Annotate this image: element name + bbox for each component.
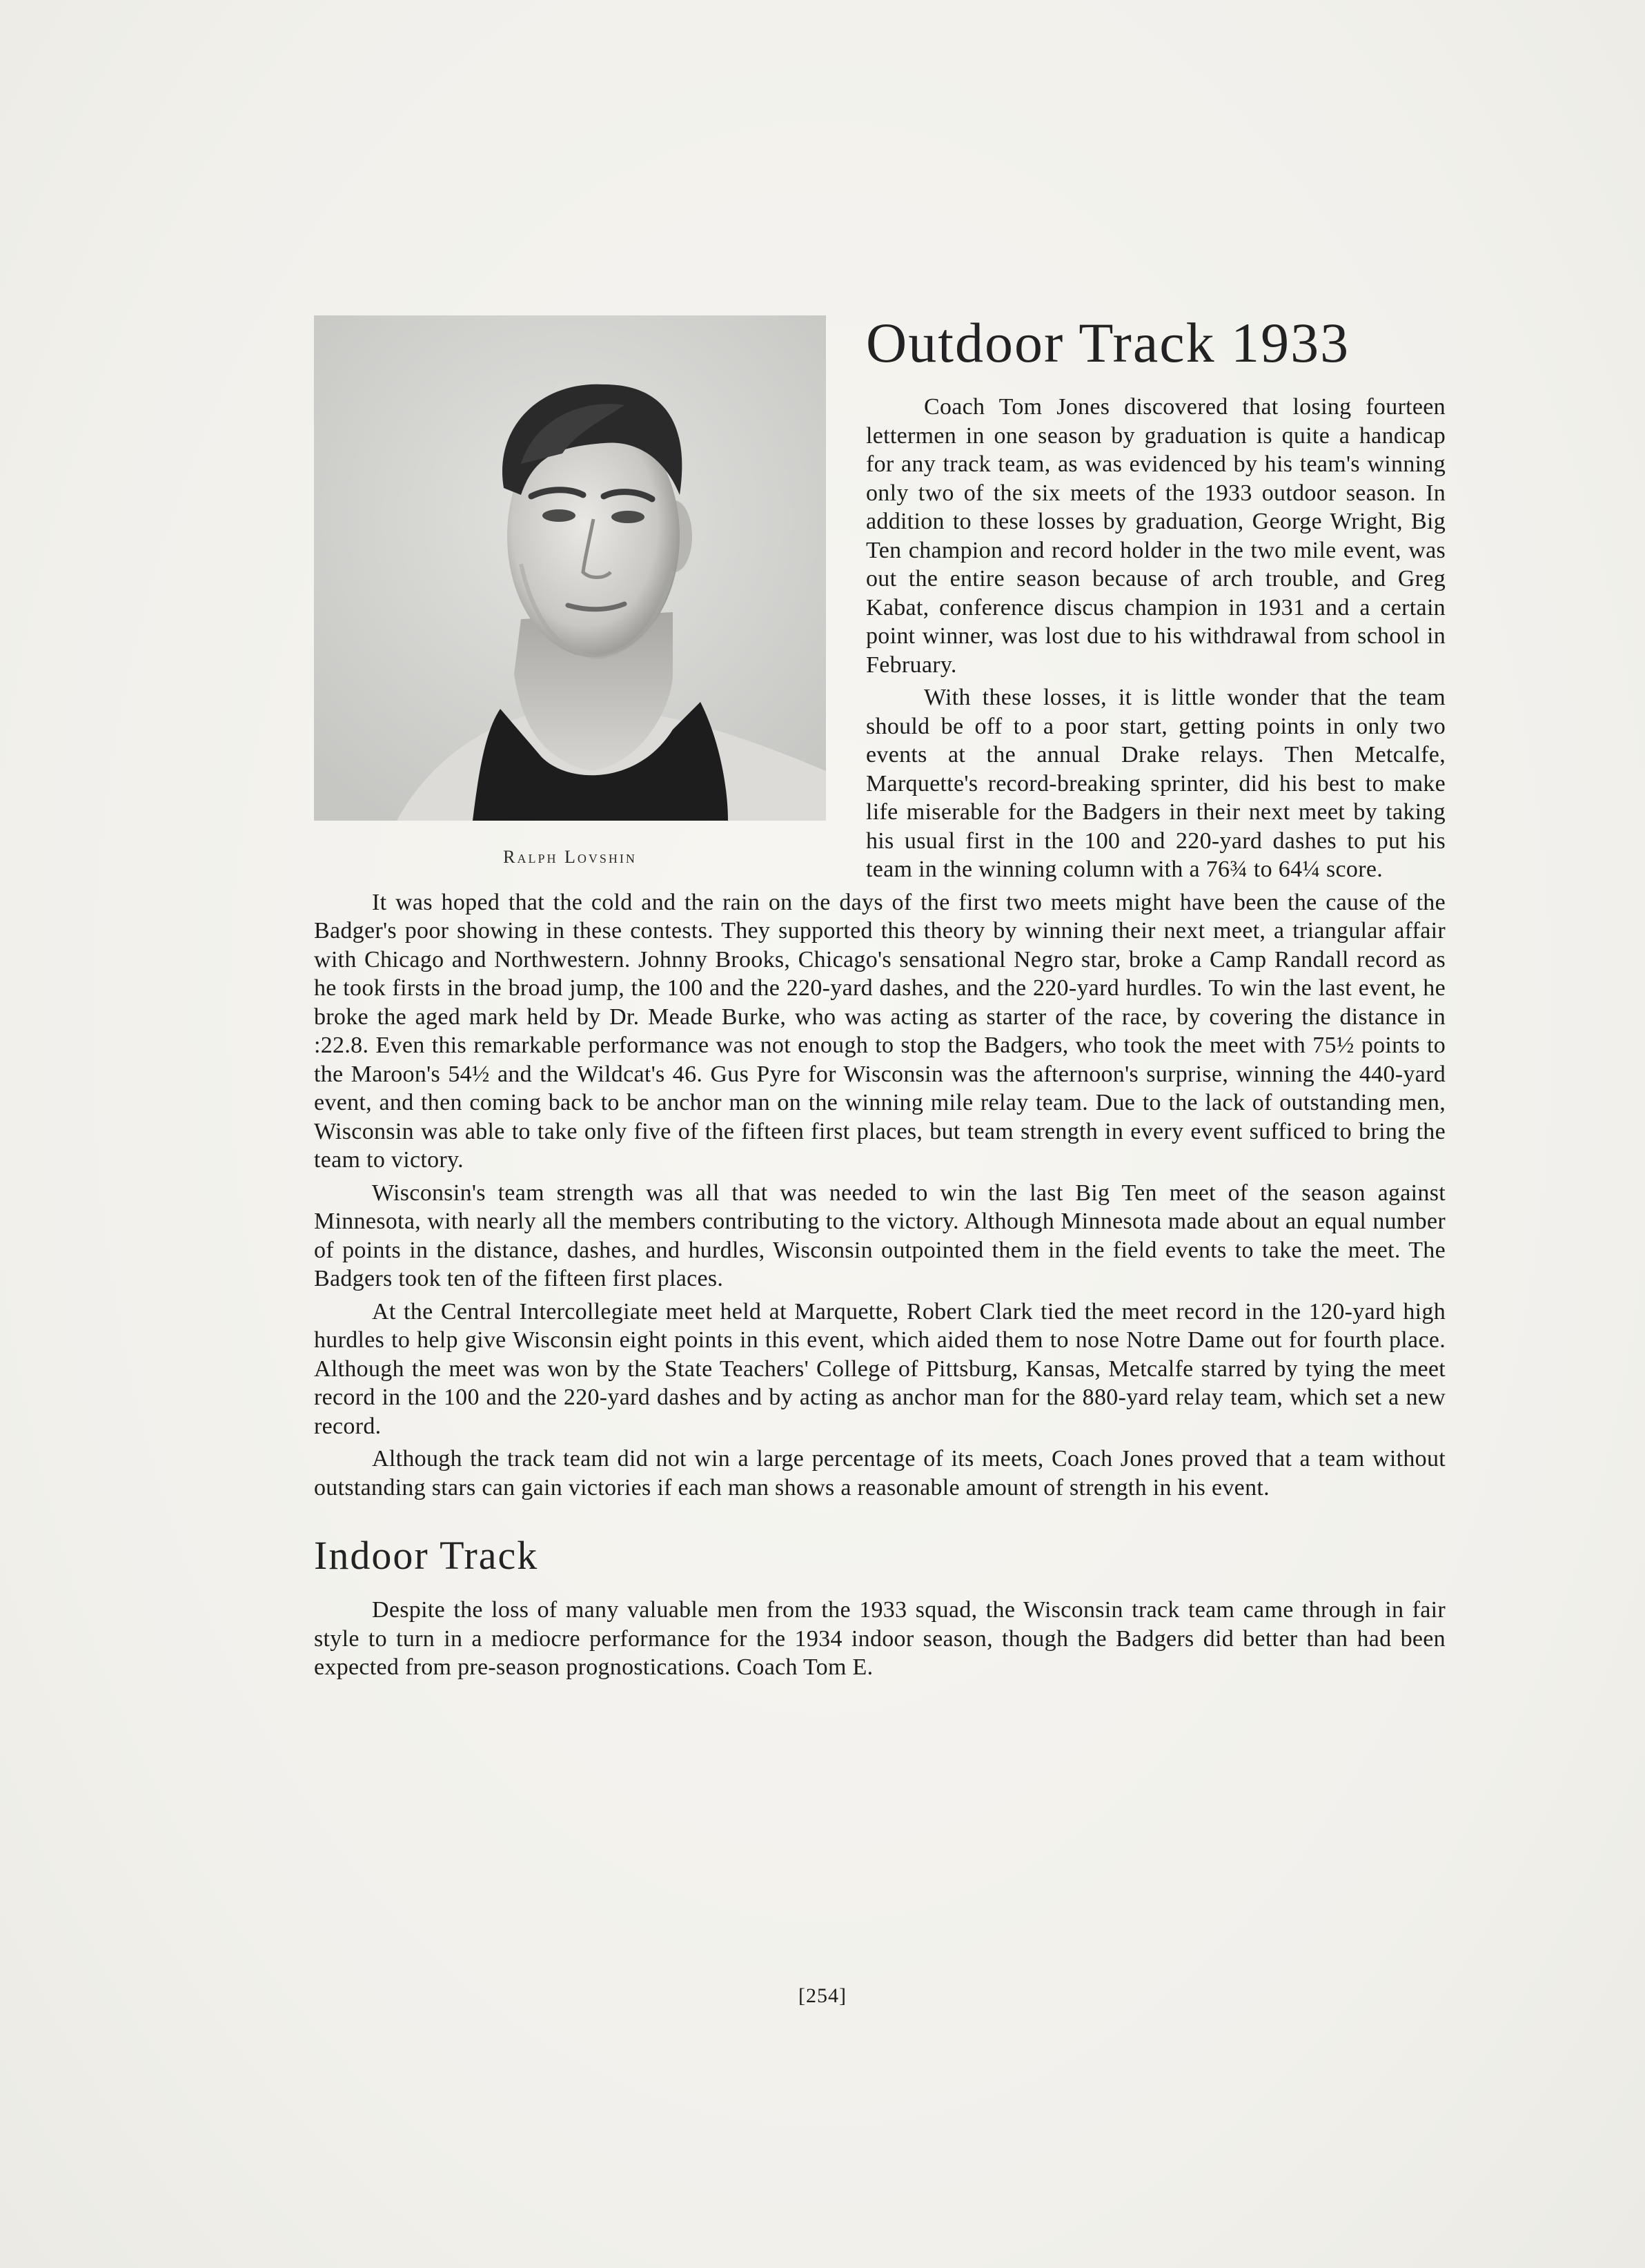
outdoor-paragraph-5: At the Central Intercollegiate meet held at Marquette, Robert Clark tied the meet record in the 120-yard high hurdles to help give Wisconsin eight points in this event, which aided them to nose Notre Dame out for fourth place. Although the meet was won by the State Teachers' College of Pittsburg, Kansas, Metcalfe starred by tying the meet record in the 100 and the 220-yard dashes and by acting as anchor man for the 880-yard relay team, which set a new record. — [314, 1298, 1446, 1439]
outdoor-paragraph-4: Wisconsin's team strength was all that was needed to win the last Big Ten meet of the season against Minnesota, with nearly all the members contributing to the victory. Although Minnesota made about an equal number of points in the distance, dashes, and hurdles, Wisconsin outpointed them in the field events to take the meet. The Badgers took ten of the fifteen first places. — [314, 1180, 1446, 1291]
article — [314, 311, 1446, 1686]
outdoor-track-title: Outdoor Track 1933 — [866, 311, 1350, 374]
outdoor-paragraph-6: Although the track team did not win a large percentage of its meets, Coach Jones proved that a team without outstanding stars can gain victories if each man shows a reasonable amount of strength in his event. — [314, 1446, 1446, 1500]
outdoor-paragraph-3: It was hoped that the cold and the rain on the days of the first two meets might have been the cause of the Badger's poor showing in these contests. They supported this theory by winning their next meet, a triangular affair with Chicago and Northwestern. Johnny Brooks, Chicago's sensational Negro star, broke a Camp Randall record as he took firsts in the broad jump, the 100 and the 220-yard dashes, and the 220-yard hurdles. To win the last event, he broke the aged mark held by Dr. Meade Burke, who was acting as starter of the race, by covering the distance in :22.8. Even this remarkable performance was not enough to stop the Badgers, who took the meet with 75½ points to the Maroon's 54½ and the Wildcat's 46. Gus Pyre for Wisconsin was the afternoon's surprise, winning the 440-yard event, and then coming back to be anchor man on the winning mile relay team. Due to the lack of outstanding men, Wisconsin was able to take only five of the fifteen first places, but team strength in every event sufficed to bring the team to victory. — [314, 889, 1446, 1173]
portrait-photo — [314, 315, 826, 821]
photo-caption: Ralph Lovshin — [503, 847, 637, 867]
page-number: [254] — [798, 1984, 847, 2007]
outdoor-paragraph-1: Coach Tom Jones discovered that losing fourteen lettermen in one season by graduation is quite a handicap for any track team, as was evidenced by his team's winning only two of the six meets of the 1933 outdoor season. In addition to these losses by graduation, George Wright, Big Ten champion and record holder in the two mile event, was out the entire season because of arch trouble, and Greg Kabat, conference discus champion in 1931 and a certain point winner, was lost due to his withdrawal from school in February. — [866, 394, 1446, 678]
portrait-image — [314, 315, 826, 821]
indoor-track-title: Indoor Track — [314, 1533, 539, 1578]
outdoor-paragraph-2: With these losses, it is little wonder that the team should be off to a poor start, getting points in only two events at the annual Drake relays. Then Metcalfe, Marquette's record-breaking sprinter, did his best to make life miserable for the Badgers in their next meet by taking his usual first in the 100 and 220-yard dashes to put his team in the winning column with a 76¾ to 64¼ score. — [866, 685, 1446, 882]
indoor-paragraph-1: Despite the loss of many valuable men from the 1933 squad, the Wisconsin track team came through in fair style to turn in a mediocre performance for the 1934 indoor season, though the Badgers did better than had been expected from pre-season prognostications. Coach Tom E. — [314, 1597, 1446, 1680]
photo-figure — [314, 315, 838, 868]
